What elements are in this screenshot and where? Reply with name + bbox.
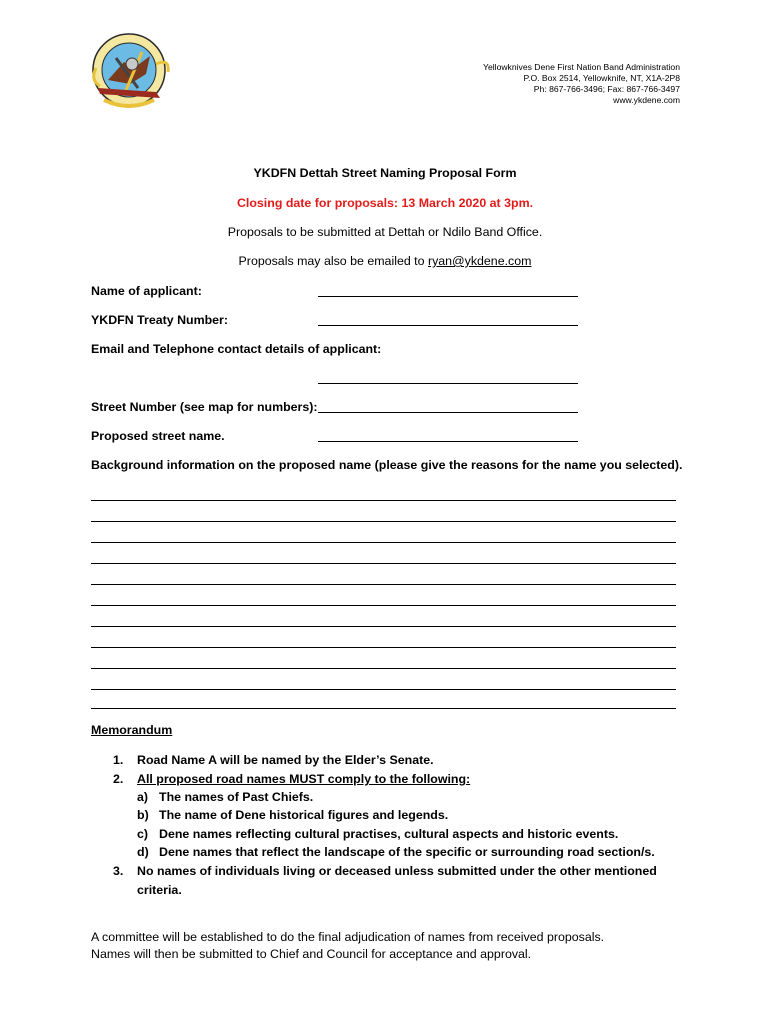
submit-note: Proposals to be submitted at Dettah or Ndilo Band Office.	[227, 225, 543, 239]
memo-item-3-cont: criteria.	[137, 883, 182, 897]
memo-sub-letter: d)	[137, 845, 149, 859]
address-line: P.O. Box 2514, Yellowknife, NT, X1A-2P8	[523, 73, 680, 83]
email-note-text: Proposals may also be emailed to	[238, 254, 428, 268]
memo-sub-item-b: The name of Dene historical figures and legends.	[159, 808, 449, 822]
memo-item-1: Road Name A will be named by the Elder’s Senate.	[137, 753, 434, 767]
contact-details-blank[interactable]	[318, 383, 578, 384]
background-label: Background information on the proposed name (please give the reasons for the name you selected).	[91, 458, 683, 472]
contact-details-label: Email and Telephone contact details of applicant:	[91, 342, 382, 356]
email-note	[0, 254, 770, 268]
background-line[interactable]	[91, 708, 676, 709]
proposed-name-blank[interactable]	[318, 441, 578, 442]
memo-sub-letter: b)	[137, 808, 149, 822]
background-line[interactable]	[91, 500, 676, 501]
memorandum-title: Memorandum	[91, 723, 173, 737]
website-link[interactable]: www.ykdene.com	[613, 95, 680, 105]
street-number-blank[interactable]	[318, 412, 578, 413]
memo-item-number: 1.	[113, 753, 124, 767]
proposed-name-label: Proposed street name.	[91, 429, 225, 443]
footer-line-1: A committee will be established to do the final adjudication of names from received proposals.	[91, 930, 605, 944]
memo-sub-item-d: Dene names that reflect the landscape of the specific or surrounding road section/s.	[159, 845, 655, 859]
memo-item-2: All proposed road names MUST comply to the following:	[137, 772, 471, 786]
treaty-number-label: YKDFN Treaty Number:	[91, 313, 229, 327]
applicant-name-blank[interactable]	[318, 296, 578, 297]
ykdfn-logo	[86, 28, 172, 120]
background-line[interactable]	[91, 647, 676, 648]
applicant-name-label: Name of applicant:	[91, 284, 202, 298]
background-line[interactable]	[91, 542, 676, 543]
background-line[interactable]	[91, 689, 676, 690]
background-line[interactable]	[91, 521, 676, 522]
address-line: Yellowknives Dene First Nation Band Administration	[483, 62, 680, 72]
memo-sub-letter: c)	[137, 827, 149, 841]
form-title: YKDFN Dettah Street Naming Proposal Form	[253, 166, 517, 180]
treaty-number-blank[interactable]	[318, 325, 578, 326]
background-line[interactable]	[91, 626, 676, 627]
memo-item-number: 3.	[113, 864, 124, 878]
email-link[interactable]: ryan@ykdene.com	[427, 254, 532, 268]
memo-sub-item-a: The names of Past Chiefs.	[159, 790, 314, 804]
footer-note	[91, 929, 691, 963]
memo-item-number: 2.	[113, 772, 124, 786]
memo-sub-item-c: Dene names reflecting cultural practises, cultural aspects and historic events.	[159, 827, 619, 841]
background-line[interactable]	[91, 605, 676, 606]
memo-sub-letter: a)	[137, 790, 149, 804]
memo-item-3: No names of individuals living or deceased unless submitted under the other mentioned	[137, 864, 657, 878]
address-block	[380, 62, 680, 106]
background-line[interactable]	[91, 584, 676, 585]
closing-date: Closing date for proposals: 13 March 2020 at 3pm.	[236, 196, 534, 210]
background-line[interactable]	[91, 563, 676, 564]
address-line: Ph: 867-766-3496; Fax: 867-766-3497	[533, 84, 680, 94]
street-number-label: Street Number (see map for numbers):	[91, 400, 318, 414]
footer-line-2: Names will then be submitted to Chief and Council for acceptance and approval.	[91, 947, 532, 961]
background-line[interactable]	[91, 668, 676, 669]
